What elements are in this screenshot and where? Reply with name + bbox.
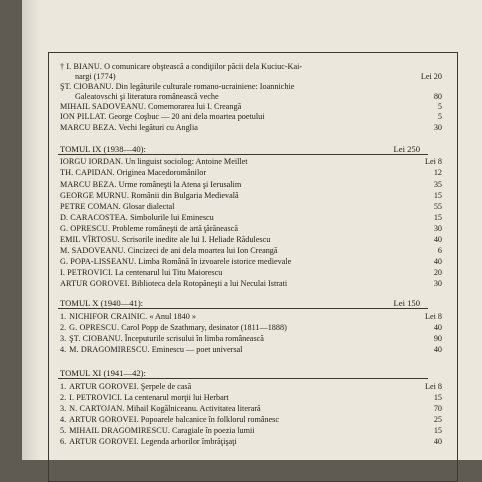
list-item	[60, 112, 415, 122]
entry-price: 40	[433, 437, 442, 446]
entry-price: 15	[433, 426, 442, 435]
list-item	[60, 279, 415, 289]
section-rule	[58, 308, 428, 309]
entry-author: D. CARACOSTEA.	[60, 213, 129, 222]
list-item	[60, 323, 415, 333]
entry-number: 3.	[60, 334, 67, 343]
entry-price: 15	[433, 213, 442, 222]
entry-title: Simbolurile lui Eminescu	[130, 213, 214, 222]
entry-number: 6.	[60, 437, 67, 446]
entry-title: Cincizeci de ani dela moartea lui Ion Creangă	[127, 246, 278, 255]
list-item	[60, 123, 415, 133]
entry-price: 90	[433, 334, 442, 343]
entry-title: Glosar dialectal	[122, 202, 175, 211]
entry-title-continuation: Galeatovschi şi literatura românească veche	[75, 92, 219, 101]
list-item	[60, 202, 415, 212]
entry-title: Biblioteca dela Rotopăneşti a lui Neculai Istrati	[131, 279, 288, 288]
section-title: TOMUL X (1940—41):	[60, 298, 144, 308]
entry-author: IORGU IORDAN.	[60, 157, 124, 166]
entry-author: MARCU BEZA.	[60, 180, 117, 189]
entry-number: 4.	[60, 345, 67, 354]
list-item	[60, 426, 415, 436]
entry-title: « Anul 1840 »	[149, 312, 196, 321]
entry-author: ARTUR GOROVEI.	[69, 382, 139, 391]
list-item	[60, 62, 415, 72]
list-item	[60, 404, 415, 414]
entry-number: 2.	[60, 323, 67, 332]
entry-price: 40	[433, 345, 442, 354]
entry-price: 40	[433, 235, 442, 244]
entry-author: I. PETROVICI.	[69, 393, 123, 402]
entry-author: G. OPRESCU.	[60, 224, 111, 233]
entry-price: 30	[433, 123, 442, 132]
entry-author: ARTUR GOROVEI.	[69, 437, 139, 446]
entry-price: Lei 8	[424, 382, 442, 391]
entry-number: 4.	[60, 415, 67, 424]
list-item	[60, 393, 415, 403]
entry-author: † I. BIANU.	[60, 62, 103, 71]
entry-author: TH. CAPIDAN.	[60, 168, 115, 177]
entry-title-continuation: nargi (1774)	[75, 72, 116, 81]
list-item	[60, 157, 415, 167]
entry-author: MIHAIL SADOVEANU.	[60, 102, 146, 111]
entry-price: 55	[433, 202, 442, 211]
entry-author: ION PILLAT.	[60, 112, 107, 121]
list-item	[60, 415, 415, 425]
entry-title: Originea Macedoromânilor	[116, 168, 207, 177]
entry-number: 3.	[60, 404, 67, 413]
entry-title: La centenarul lui Titu Maiorescu	[114, 268, 223, 277]
entry-title: Scrisorile inedite ale lui I. Heliade Rădulescu	[121, 235, 271, 244]
entry-author: GEORGE MURNU.	[60, 191, 130, 200]
entry-price: 30	[433, 279, 442, 288]
entry-title: Limba Română în izvoarele istorice medievale	[138, 257, 292, 266]
list-item	[60, 312, 415, 322]
entry-number: 1.	[60, 312, 67, 321]
entry-price: Lei 8	[424, 312, 442, 321]
entry-title: Din legăturile culturale romano-ucrainiene: Ioannichie	[115, 82, 295, 91]
entry-title: Probleme româneşti de artă ţărănească	[112, 224, 238, 233]
entry-title: Mihail Kogălniceanu. Activitatea literară	[126, 404, 261, 413]
list-item	[60, 168, 415, 178]
entry-price: 5	[437, 102, 442, 111]
entry-author: NICHIFOR CRAINIC.	[69, 312, 148, 321]
list-item	[60, 257, 415, 267]
entry-price: 35	[433, 180, 442, 189]
list-item	[60, 213, 415, 223]
entry-title: Un linguist sociolog: Antoine Meillet	[125, 157, 248, 166]
entry-number: 2.	[60, 393, 67, 402]
entry-price: 12	[433, 168, 442, 177]
entry-price: 25	[433, 415, 442, 424]
entry-author: M. DRAGOMIRESCU.	[69, 345, 150, 354]
entry-author: ŞT. CIOBANU.	[69, 334, 123, 343]
entry-price: 20	[433, 268, 442, 277]
entry-price: 40	[433, 323, 442, 332]
section-price: Lei 150	[393, 298, 420, 308]
list-item	[60, 345, 415, 355]
list-item	[60, 268, 415, 278]
entry-title: George Coşbuc — 20 ani dela moartea poetului	[108, 112, 265, 121]
list-item	[60, 437, 415, 447]
entry-author: I. PETROVICI.	[60, 268, 113, 277]
section-heading	[60, 368, 430, 378]
entry-author: PETRE COMAN.	[60, 202, 121, 211]
entry-price: Lei 20	[420, 72, 442, 81]
entry-author: ŞT. CIOBANU.	[60, 82, 114, 91]
entry-author: MIHAIL DRAGOMIRESCU.	[69, 426, 170, 435]
entry-title: Urme româneşti la Atena şi Ierusalim	[118, 180, 242, 189]
entry-title: O comunicare obştească a condiţiilor păcii dela Kuciuc-Kai-	[104, 62, 303, 71]
entry-title: Începuturile scrisului în limba românească	[124, 334, 264, 343]
list-item	[60, 334, 415, 344]
list-item	[60, 235, 415, 245]
entry-author: G. POPA-LISSEANU.	[60, 257, 137, 266]
section-price: Lei 250	[393, 144, 420, 154]
section-title: TOMUL IX (1938—40):	[60, 144, 146, 154]
entry-author: M. SADOVEANU.	[60, 246, 126, 255]
entry-price: 5	[437, 112, 442, 121]
entry-price: 30	[433, 224, 442, 233]
entry-price: 80	[433, 92, 442, 101]
list-item	[60, 102, 415, 112]
entry-number: 1.	[60, 382, 67, 391]
entry-author: G. OPRESCU.	[69, 323, 120, 332]
entry-price: 15	[433, 393, 442, 402]
section-title: TOMUL XI (1941—42):	[60, 368, 146, 378]
entry-title: Comemorarea lui I. Creangă	[148, 102, 242, 111]
entry-number: 5.	[60, 426, 67, 435]
entry-title: La centenarul morţii lui Herbart	[124, 393, 229, 402]
entry-author: EMIL VÎRTOSU.	[60, 235, 120, 244]
entry-title: Carol Popp de Szathmary, desinator (1811—1888)	[121, 323, 287, 332]
entry-price: 40	[433, 257, 442, 266]
entry-title: Şerpele de casă	[140, 382, 192, 391]
entry-title: Caragiale în poezia lumii	[172, 426, 255, 435]
entry-price: 6	[437, 246, 442, 255]
section-heading	[60, 298, 430, 308]
entry-title: Românii din Bulgaria Medievală	[131, 191, 239, 200]
entry-price: Lei 8	[424, 157, 442, 166]
entry-title: Vechi legături cu Anglia	[118, 123, 198, 132]
list-item	[60, 180, 415, 190]
entry-title: Eminescu — poet universal	[151, 345, 243, 354]
list-item	[60, 82, 415, 92]
entry-title: Legenda arborilor îmbrăţişaţi	[140, 437, 237, 446]
entry-price: 70	[433, 404, 442, 413]
list-item	[60, 246, 415, 256]
list-item	[60, 382, 415, 392]
section-heading	[60, 144, 430, 154]
list-item	[60, 224, 415, 234]
entry-author: ARTUR GOROVEI.	[60, 279, 130, 288]
entry-price: 15	[433, 191, 442, 200]
section-rule	[58, 154, 428, 155]
section-rule	[58, 378, 428, 379]
entry-title: Popoarele balcanice în folklorul românesc	[140, 415, 280, 424]
entry-author: ARTUR GOROVEI.	[69, 415, 139, 424]
list-item	[60, 191, 415, 201]
entry-author: MARCU BEZA.	[60, 123, 117, 132]
entry-author: N. CARTOJAN.	[69, 404, 125, 413]
